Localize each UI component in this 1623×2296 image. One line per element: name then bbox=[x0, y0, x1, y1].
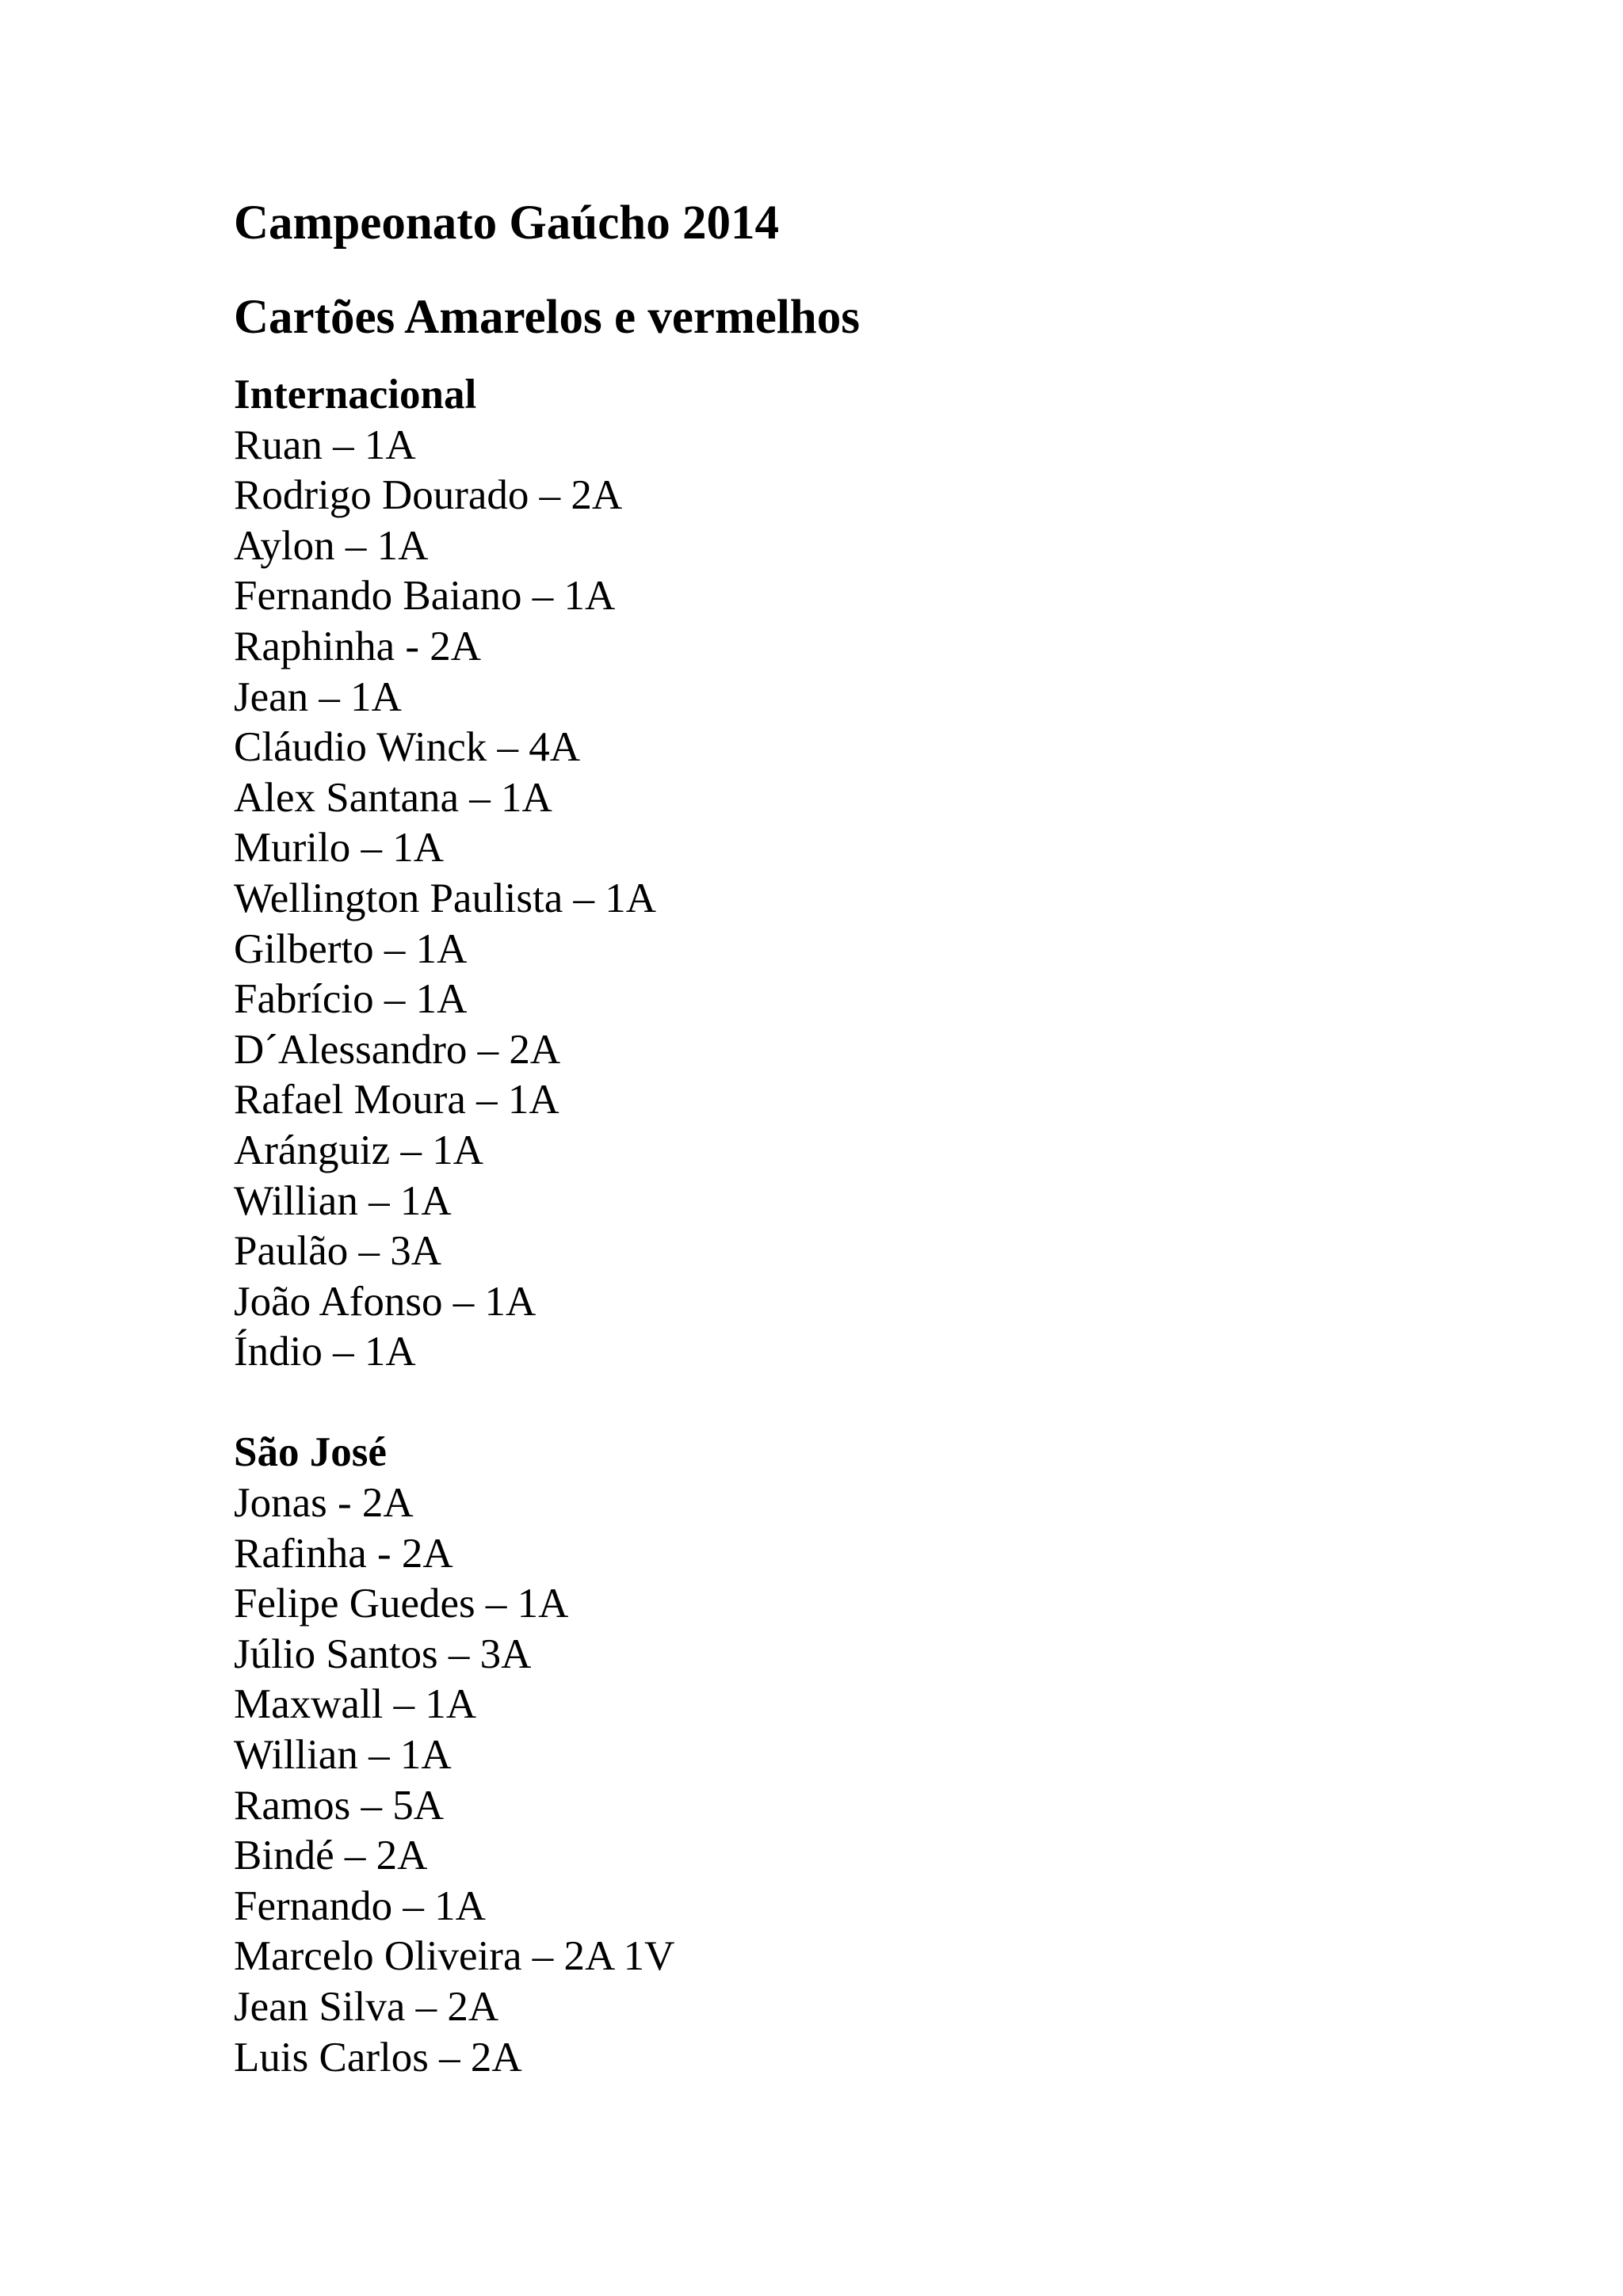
team-name: São José bbox=[234, 1429, 387, 1476]
player-entry: Bindé – 2A bbox=[234, 1833, 428, 1879]
player-entry: Willian – 1A bbox=[234, 1177, 452, 1224]
document-content bbox=[234, 195, 1581, 2083]
player-entry: João Afonso – 1A bbox=[234, 1278, 537, 1325]
player-entry: Gilberto – 1A bbox=[234, 925, 468, 972]
player-list bbox=[234, 421, 1581, 1378]
player-entry: Fabrício – 1A bbox=[234, 976, 468, 1023]
team-name: Internacional bbox=[234, 372, 477, 418]
player-entry: Aránguiz – 1A bbox=[234, 1127, 483, 1173]
player-entry: Rafinha - 2A bbox=[234, 1530, 453, 1577]
player-entry: Júlio Santos – 3A bbox=[234, 1630, 532, 1677]
player-entry: Fernando Baiano – 1A bbox=[234, 573, 616, 620]
player-entry: Alex Santana – 1A bbox=[234, 774, 552, 821]
player-entry: Jean Silva – 2A bbox=[234, 1984, 499, 2030]
document-title: Campeonato Gaúcho 2014 bbox=[234, 196, 779, 250]
player-entry: Felipe Guedes – 1A bbox=[234, 1581, 569, 1627]
player-entry: Aylon – 1A bbox=[234, 522, 429, 569]
document-subtitle: Cartões Amarelos e vermelhos bbox=[234, 291, 860, 344]
player-entry: Paulão – 3A bbox=[234, 1228, 442, 1275]
player-entry: Marcelo Oliveira – 2A 1V bbox=[234, 1933, 675, 1980]
player-entry: Luis Carlos – 2A bbox=[234, 2034, 522, 2081]
player-entry: Ruan – 1A bbox=[234, 421, 416, 468]
team-section-sao-jose bbox=[234, 1428, 1581, 2083]
player-entry: Willian – 1A bbox=[234, 1732, 452, 1779]
player-entry: Jean – 1A bbox=[234, 673, 402, 720]
player-entry: Murilo – 1A bbox=[234, 825, 444, 871]
player-entry: Cláudio Winck – 4A bbox=[234, 724, 581, 771]
player-entry: Índio – 1A bbox=[234, 1329, 416, 1375]
player-entry: D´Alessandro – 2A bbox=[234, 1026, 561, 1073]
player-entry: Jonas - 2A bbox=[234, 1480, 414, 1527]
player-entry: Wellington Paulista – 1A bbox=[234, 875, 657, 921]
player-entry: Fernando – 1A bbox=[234, 1882, 486, 1929]
team-section-internacional bbox=[234, 370, 1581, 1378]
player-list bbox=[234, 1478, 1581, 2083]
player-entry: Ramos – 5A bbox=[234, 1782, 444, 1829]
player-entry: Raphinha - 2A bbox=[234, 623, 482, 669]
player-entry: Rafael Moura – 1A bbox=[234, 1077, 559, 1123]
player-entry: Maxwall – 1A bbox=[234, 1681, 477, 1728]
player-entry: Rodrigo Dourado – 2A bbox=[234, 472, 623, 519]
